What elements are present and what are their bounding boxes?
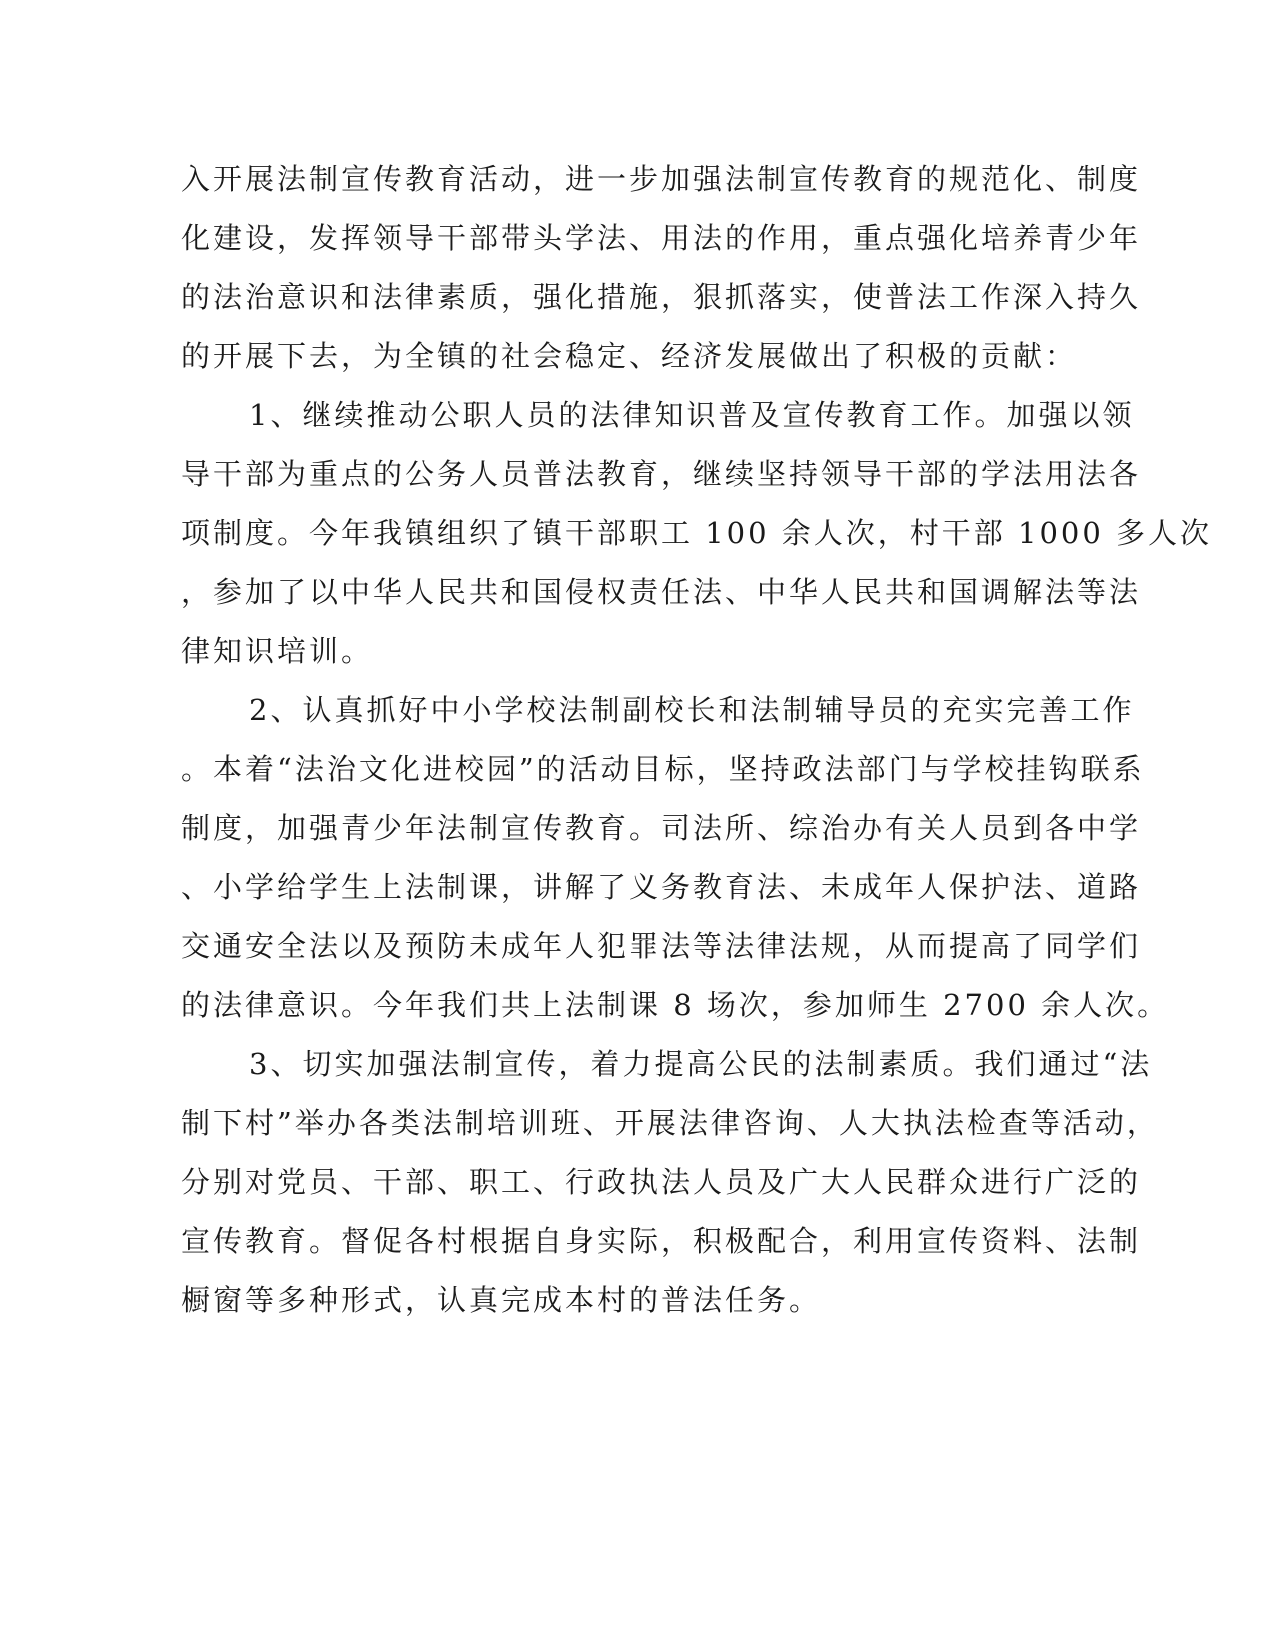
paragraph-line: 。本着“法治文化进校园”的活动目标，坚持政法部门与学校挂钩联系 [181, 752, 1145, 786]
paragraph-line: 制下村”举办各类法制培训班、开展法律咨询、人大执法检查等活动， [181, 1106, 1159, 1140]
paragraph-line: 的法治意识和法律素质，强化措施，狠抓落实，使普法工作深入持久 [181, 280, 1142, 314]
paragraph-line: 律知识培训。 [181, 634, 374, 668]
paragraph-line: 导干部为重点的公务人员普法教育，继续坚持领导干部的学法用法各 [181, 457, 1142, 491]
document-body [181, 150, 1213, 1330]
paragraph-line: 化建设，发挥领导干部带头学法、用法的作用，重点强化培养青少年 [181, 221, 1142, 255]
paragraph-line: 2、认真抓好中小学校法制副校长和法制辅导员的充实完善工作 [249, 693, 1135, 727]
paragraph-line: 项制度。今年我镇组织了镇干部职工 100 余人次，村干部 1000 多人次 [181, 516, 1213, 550]
paragraph-item-3 [181, 1035, 1159, 1330]
paragraph-line: 分别对党员、干部、职工、行政执法人员及广大人民群众进行广泛的 [181, 1165, 1142, 1199]
paragraph-line: ，参加了以中华人民共和国侵权责任法、中华人民共和国调解法等法 [181, 575, 1142, 609]
paragraph-line: 宣传教育。督促各村根据自身实际，积极配合，利用宣传资料、法制 [181, 1224, 1142, 1258]
paragraph-line: 交通安全法以及预防未成年人犯罪法等法律法规，从而提高了同学们 [181, 929, 1142, 963]
paragraph-line: 1、继续推动公职人员的法律知识普及宣传教育工作。加强以领 [249, 398, 1135, 432]
paragraph-line: 入开展法制宣传教育活动，进一步加强法制宣传教育的规范化、制度 [181, 162, 1142, 196]
paragraph-line: 的法律意识。今年我们共上法制课 8 场次，参加师生 2700 余人次。 [181, 988, 1170, 1022]
paragraph-line: 3、切实加强法制宣传，着力提高公民的法制素质。我们通过“法 [249, 1047, 1153, 1081]
paragraph-item-1 [181, 386, 1213, 681]
paragraph-intro [181, 150, 1142, 386]
paragraph-item-2 [181, 681, 1170, 1035]
paragraph-line: 、小学给学生上法制课，讲解了义务教育法、未成年人保护法、道路 [181, 870, 1142, 904]
paragraph-line: 橱窗等多种形式，认真完成本村的普法任务。 [181, 1283, 822, 1317]
paragraph-line: 制度，加强青少年法制宣传教育。司法所、综治办有关人员到各中学 [181, 811, 1142, 845]
paragraph-line: 的开展下去，为全镇的社会稳定、经济发展做出了积极的贡献： [181, 339, 1078, 373]
